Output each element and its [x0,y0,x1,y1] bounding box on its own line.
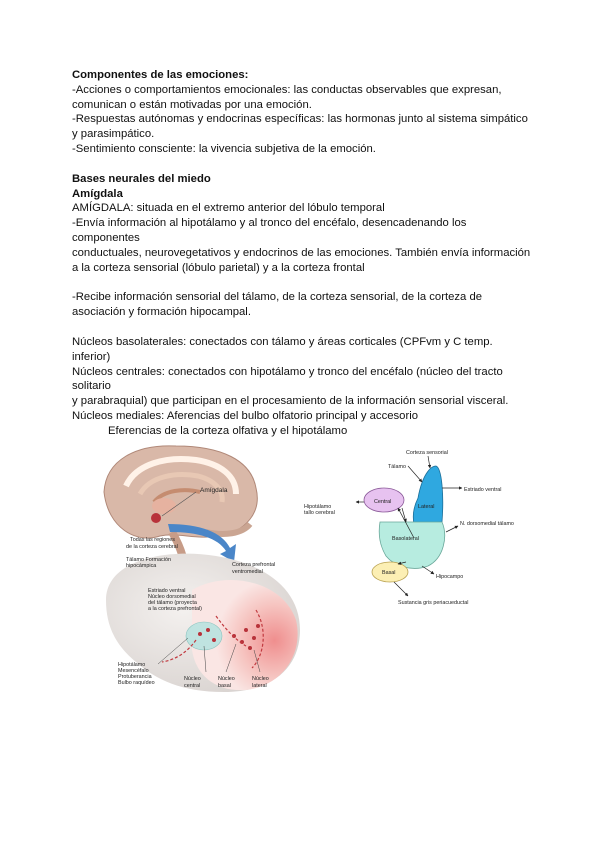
label-basolateral: Basolateral [392,536,419,542]
label-basal: Basal [382,570,396,576]
lateral-region [413,466,443,524]
label-nucleus-basal-2: basal [218,683,231,689]
heading-bases: Bases neurales del miedo [72,172,211,185]
label-cortex-all-2: de la corteza cerebral [126,544,178,550]
label-pag: Sustancia gris periacueductal [398,600,469,606]
text-line-indented: Eferencias de la corteza olfativa y el hipotálamo [108,424,348,437]
label-sensory-cortex: Corteza sensorial [406,450,448,456]
heading-components: Componentes de las emociones: [72,69,249,81]
label-striatum-3: del tálamo (proyecta [148,600,197,606]
label-hypothalamus: Hipotálamo [304,504,332,510]
text-line: -Sentimiento consciente: la vivencia subjetiva de la emoción. [72,142,376,155]
label-brainstem: Hipotálamo [118,662,146,668]
label-cpf-2: ventromedial [232,569,263,575]
label-nucleus-central-2: central [184,683,201,689]
label-central: Central [374,499,392,505]
amygdala-label: Amígdala [200,487,228,494]
amygdala-dot [151,513,161,523]
brain-illustration [96,440,302,698]
text-line: inferior) [72,350,111,363]
text-line: -Respuestas autónomas y endocrinas específicas: las hormonas junto al sistema simpático [72,113,528,126]
label-thalamus: Tálamo [388,464,406,470]
text-line: -Recibe información sensorial del tálamo, de la corteza sensorial, de la corteza de [72,291,483,304]
label-striatum-4: a la corteza prefrontal) [148,606,202,612]
label-striatum: Estriado ventral [148,588,186,594]
label-nucleus-lateral-2: lateral [252,683,267,689]
text-line: y parasimpático. [72,128,155,141]
label-hippocampus: Hipocampo [436,574,464,580]
label-nucleus-central: Núcleo [184,676,201,682]
amygdala-circuit-diagram [302,446,538,608]
label-cpf: Corteza prefrontal [232,562,276,568]
label-striatum: Estriado ventral [464,487,502,493]
label-hypothalamus-2: tallo cerebral [304,510,335,516]
label-brainstem-4: Bulbo raquídeo [118,680,155,686]
text-line: a la corteza sensorial (lóbulo parietal) y a la corteza frontal [72,261,365,274]
text-line: componentes [72,231,140,244]
label-dorsomedial: N. dorsomedial tálamo [460,521,514,527]
label-nucleus-basal: Núcleo [218,676,235,682]
text-line: Núcleos basolaterales: conectados con tálamo y áreas corticales (CPFvm y C temp. [72,335,493,348]
text-line: AMÍGDALA: situada en el extremo anterior del lóbulo temporal [72,202,385,215]
label-thalamus-2: hipocámpica [126,563,157,569]
label-nucleus-lateral: Núcleo [252,676,269,682]
text-line: Núcleos centrales: conectados con hipotálamo y tronco del encéfalo (núcleo del tracto [72,365,503,378]
text-line: y parabraquial) que participan en el procesamiento de la información sensorial visceral. [72,395,509,408]
label-thalamus: Tálamo Formación [126,557,171,563]
text-line: asociación y formación hipocampal. [72,306,251,319]
text-line: comunican o están motivadas por una emoción. [72,98,312,111]
basolateral-region [379,522,444,568]
label-striatum-2: Núcleo dorsomedial [148,594,196,600]
document-body [72,68,532,439]
label-brainstem-2: Mesencéfalo [118,668,149,674]
text-line: conductuales, neurovegetativos y endocrinos de las emociones. También envía información [72,246,531,259]
text-line: solitario [72,380,111,393]
label-cortex-all: Todas las regiones [130,537,175,543]
text-line: -Acciones o comportamientos emocionales: las conductas observables que expresan, [72,83,502,96]
text-line: -Envía información al hipotálamo y al tronco del encéfalo, desencadenando los [72,217,467,230]
heading-amygdala: Amígdala [72,187,123,200]
text-line: Núcleos mediales: Aferencias del bulbo olfatorio principal y accesorio [72,409,418,422]
label-brainstem-3: Protuberancia [118,674,152,680]
label-lateral: Lateral [418,504,435,510]
